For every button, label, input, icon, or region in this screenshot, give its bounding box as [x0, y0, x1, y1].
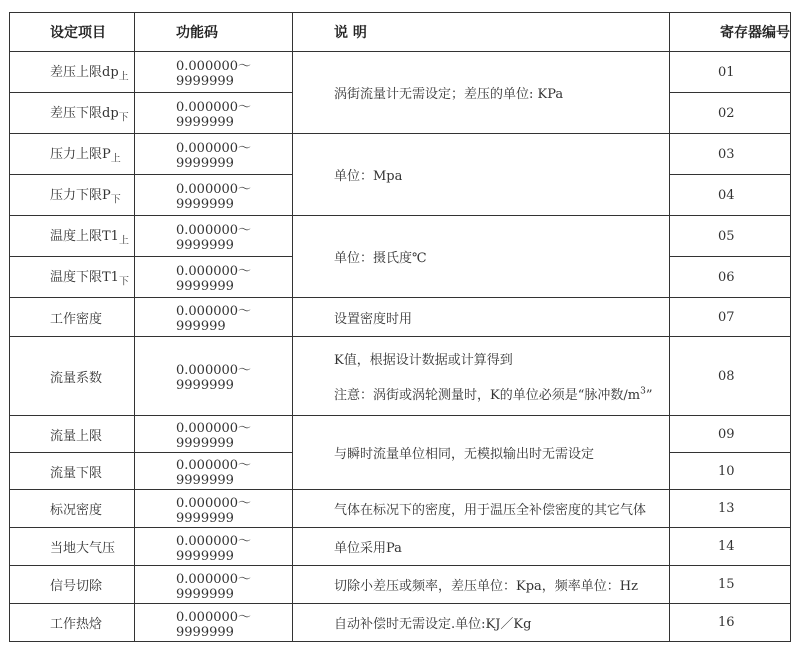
table-row — [10, 566, 791, 604]
code-cell: 0.000000～9999999 — [135, 528, 293, 566]
register-cell: 09 — [670, 416, 791, 453]
code-cell: 0.000000～9999999 — [135, 453, 293, 490]
description-cell: 单位：Mpa — [293, 134, 670, 216]
table-row — [10, 490, 791, 528]
item-cell: 差压下限$dp_下$ — [10, 93, 135, 134]
table-row — [10, 337, 791, 416]
description-cell: 切除小差压或频率，差压单位：Kpa，频率单位：Hz — [293, 566, 670, 604]
description-cell — [293, 337, 670, 416]
code-cell: 0.000000～999999 — [135, 298, 293, 337]
table-row — [10, 134, 791, 175]
k-unit-note: 注意：涡街或涡轮测量时，K的单位必须是“脉冲数$/m^3$” — [334, 386, 653, 403]
item-cell: 温度下限$T1_下$ — [10, 257, 135, 298]
register-cell: 08 — [670, 337, 791, 416]
item-cell: 标况密度 — [10, 490, 135, 528]
description-cell: 气体在标况下的密度，用于温压全补偿密度的其它气体 — [293, 490, 670, 528]
description-cell: 单位：摄氏度℃ — [293, 216, 670, 298]
header-item: 设定项目 — [10, 13, 135, 52]
header-code: 功能码 — [135, 13, 293, 52]
code-cell: 0.000000～9999999 — [135, 52, 293, 93]
item-cell: 工作热焓 — [10, 604, 135, 642]
register-cell: 04 — [670, 175, 791, 216]
code-cell: 0.000000～9999999 — [135, 337, 293, 416]
code-cell: 0.000000～9999999 — [135, 604, 293, 642]
register-cell: 02 — [670, 93, 791, 134]
table-row — [10, 52, 791, 93]
register-cell: 15 — [670, 566, 791, 604]
table-row — [10, 528, 791, 566]
table-row — [10, 416, 791, 453]
code-cell: 0.000000～9999999 — [135, 93, 293, 134]
item-cell: 压力上限$P_上$ — [10, 134, 135, 175]
code-cell: 0.000000～9999999 — [135, 175, 293, 216]
register-cell: 03 — [670, 134, 791, 175]
code-cell: 0.000000～9999999 — [135, 416, 293, 453]
register-cell: 07 — [670, 298, 791, 337]
item-cell: 信号切除 — [10, 566, 135, 604]
item-cell: 工作密度 — [10, 298, 135, 337]
register-cell: 16 — [670, 604, 791, 642]
code-cell: 0.000000～9999999 — [135, 566, 293, 604]
description-cell: 单位采用Pa — [293, 528, 670, 566]
item-cell: 温度上限$T1_上$ — [10, 216, 135, 257]
item-cell: 当地大气压 — [10, 528, 135, 566]
table-row — [10, 216, 791, 257]
description-cell: 涡街流量计无需设定；差压的单位: KPa — [293, 52, 670, 134]
code-cell: 0.000000～9999999 — [135, 490, 293, 528]
k-value-text: K值，根据设计数据或计算得到 — [334, 353, 513, 368]
register-cell: 06 — [670, 257, 791, 298]
register-cell: 14 — [670, 528, 791, 566]
code-cell: 0.000000～9999999 — [135, 134, 293, 175]
description-cell: 设置密度时用 — [293, 298, 670, 337]
description-cell: 自动补偿时无需设定.单位:KJ／Kg — [293, 604, 670, 642]
header-description: 说 明 — [293, 13, 670, 52]
item-cell: 压力下限$P_下$ — [10, 175, 135, 216]
register-cell: 13 — [670, 490, 791, 528]
register-table — [9, 12, 791, 642]
table-header-row — [10, 13, 791, 52]
description-cell: 与瞬时流量单位相同，无模拟输出时无需设定 — [293, 416, 670, 490]
table-row — [10, 604, 791, 642]
header-register: 寄存器编号 — [670, 13, 791, 52]
register-cell: 01 — [670, 52, 791, 93]
item-cell: 流量下限 — [10, 453, 135, 490]
register-cell: 10 — [670, 453, 791, 490]
register-cell: 05 — [670, 216, 791, 257]
table-row — [10, 298, 791, 337]
item-cell: 流量系数 — [10, 337, 135, 416]
item-cell: 流量上限 — [10, 416, 135, 453]
code-cell: 0.000000～9999999 — [135, 216, 293, 257]
item-cell: 差压上限$dp_上$ — [10, 52, 135, 93]
code-cell: 0.000000～9999999 — [135, 257, 293, 298]
